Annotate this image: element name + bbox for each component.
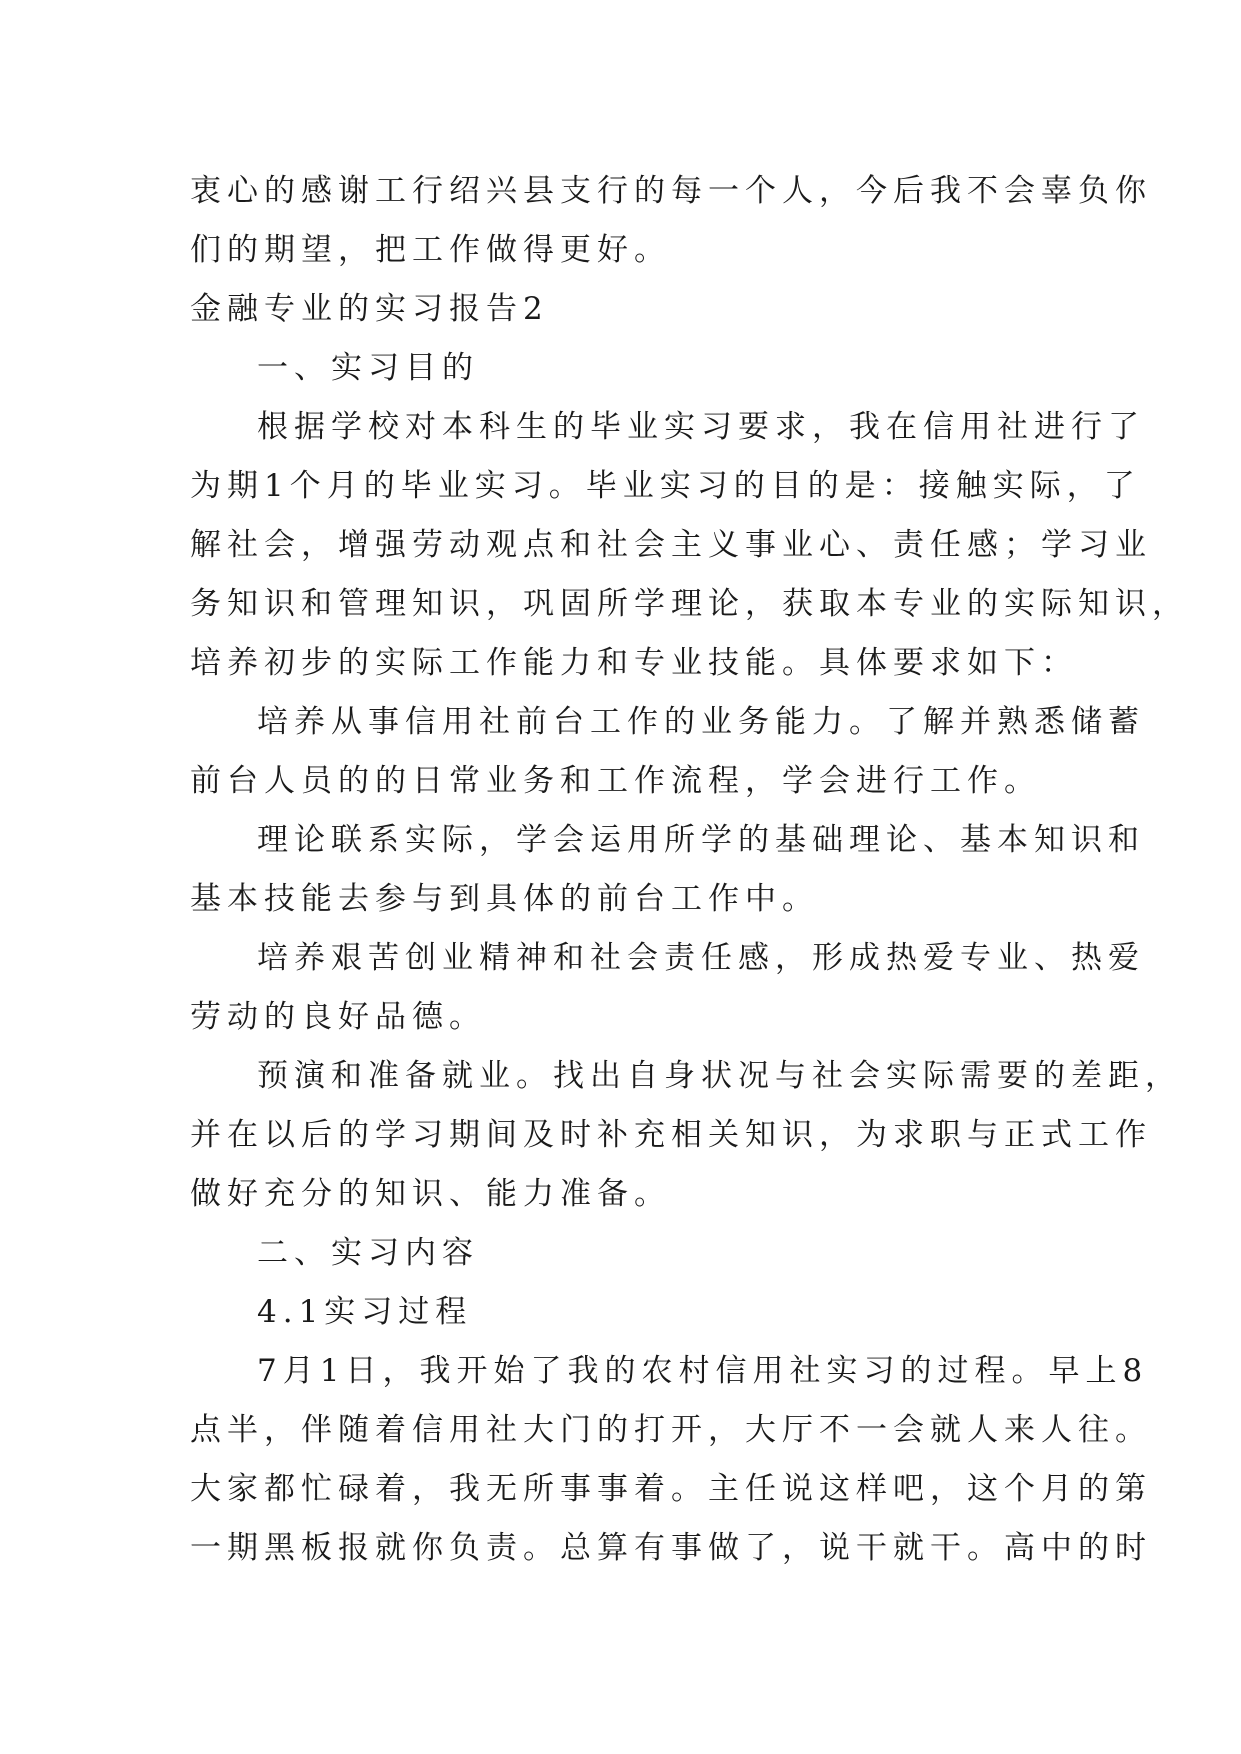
text-line: 们的期望，把工作做得更好。 [190, 232, 671, 268]
text-line: 理论联系实际，学会运用所学的基础理论、基本知识和 [257, 822, 1145, 858]
text-line: 基本技能去参与到具体的前台工作中。 [190, 881, 819, 917]
text-line: 培养从事信用社前台工作的业务能力。了解并熟悉储蓄 [257, 704, 1145, 740]
text-line: 前台人员的的日常业务和工作流程，学会进行工作。 [190, 763, 1041, 799]
text-line: 一期黑板报就你负责。总算有事做了，说干就干。高中的时 [190, 1530, 1152, 1566]
section-title: 金融专业的实习报告2 [190, 291, 549, 327]
text-line: 培养艰苦创业精神和社会责任感，形成热爱专业、热爱 [257, 940, 1145, 976]
text-line: 并在以后的学习期间及时补充相关知识，为求职与正式工作 [190, 1117, 1152, 1153]
heading-purpose: 一、实习目的 [257, 350, 479, 386]
heading-content: 二、实习内容 [257, 1235, 479, 1271]
text-line: 7月1日，我开始了我的农村信用社实习的过程。早上8 [257, 1353, 1149, 1389]
text-line: 衷心的感谢工行绍兴县支行的每一个人，今后我不会辜负你 [190, 173, 1152, 209]
text-line: 根据学校对本科生的毕业实习要求，我在信用社进行了 [257, 409, 1145, 445]
text-line: 为期1个月的毕业实习。毕业实习的目的是：接触实际，了 [190, 468, 1141, 504]
document-page [190, 162, 1189, 1578]
subheading-process: 4.1实习过程 [257, 1294, 473, 1330]
text-line: 培养初步的实际工作能力和专业技能。具体要求如下： [190, 645, 1078, 681]
text-line: 大家都忙碌着，我无所事事着。主任说这样吧，这个月的第 [190, 1471, 1152, 1507]
text-line: 解社会，增强劳动观点和社会主义事业心、责任感；学习业 [190, 527, 1152, 563]
text-line: 劳动的良好品德。 [190, 999, 486, 1035]
text-line: 做好充分的知识、能力准备。 [190, 1176, 671, 1212]
text-line: 务知识和管理知识，巩固所学理论，获取本专业的实际知识， [190, 586, 1189, 622]
text-line: 点半，伴随着信用社大门的打开，大厅不一会就人来人往。 [190, 1412, 1152, 1448]
text-line: 预演和准备就业。找出自身状况与社会实际需要的差距， [257, 1058, 1182, 1094]
